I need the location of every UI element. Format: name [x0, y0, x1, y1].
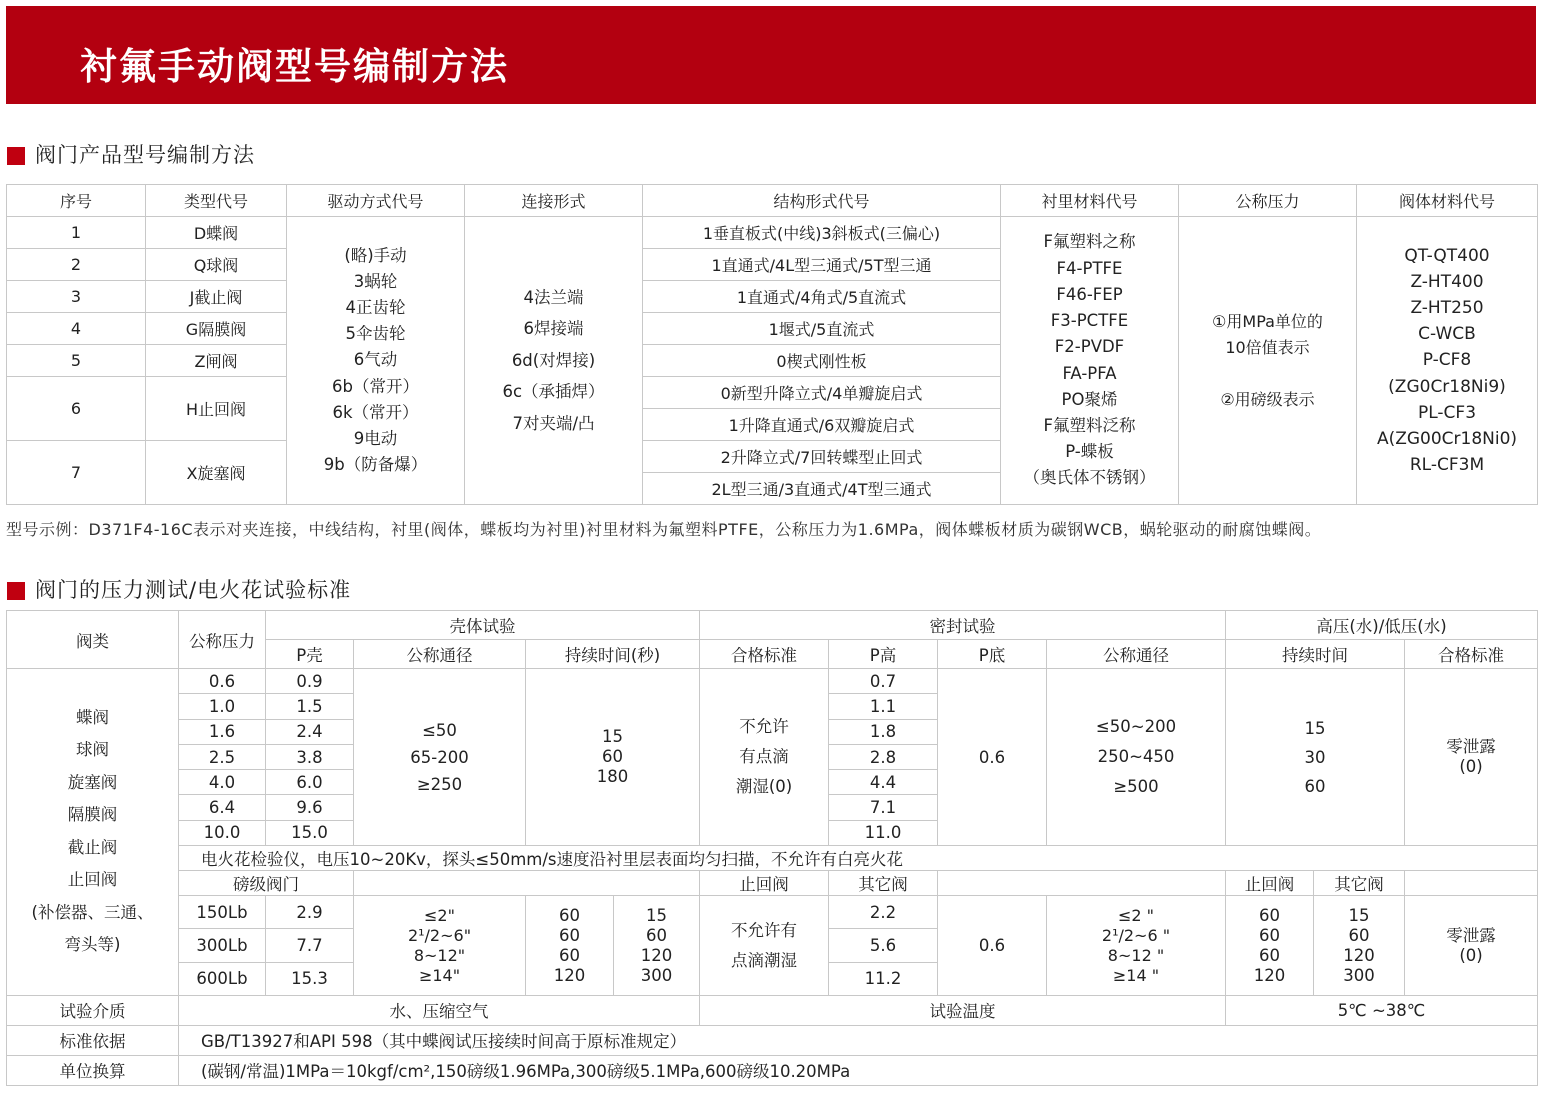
duration-value: 30: [1304, 747, 1326, 767]
dn-value: 2¹/2~6": [407, 925, 472, 945]
duration-value: 15: [646, 905, 667, 925]
body-code: P-CF8: [1422, 350, 1472, 371]
pressure-codes: [1179, 217, 1357, 505]
valve-types: [7, 669, 179, 996]
lining-code: （奥氏体不锈钢）: [1023, 468, 1156, 488]
row-number: 1: [7, 217, 146, 249]
duration-value: 120: [553, 965, 586, 985]
header-cell: 公称压力: [179, 611, 266, 669]
drive-code: 6b（常开）: [332, 376, 419, 396]
table-row: [7, 1025, 1538, 1055]
lining-code: PO聚烯: [1061, 389, 1118, 409]
shell-pressure: 15.3: [266, 962, 354, 995]
type-code: X旋塞阀: [146, 441, 287, 505]
spacer: [1179, 361, 1356, 387]
drive-code: 6气动: [353, 350, 398, 370]
nominal-pressure: 1.0: [179, 694, 266, 719]
header-cell: 合格标准: [1405, 640, 1538, 669]
header-cell: 驱动方式代号: [287, 185, 465, 217]
duration-value: 15: [1348, 905, 1370, 925]
standard-line: 潮湿(0): [735, 777, 793, 797]
pressure-note: ②用磅级表示: [1220, 389, 1315, 409]
section-title: 阀门的压力测试/电火花试验标准: [35, 578, 352, 602]
standard-line: 零泄露: [1446, 925, 1496, 945]
lining-code: F氟塑料泛称: [1043, 415, 1136, 435]
standard-line: 不允许有: [731, 920, 797, 940]
duration-value: 300: [640, 965, 673, 985]
grade-duration-other-2: [1314, 896, 1405, 996]
structure-code: 0楔式刚性板: [643, 345, 1001, 377]
duration-value: 60: [602, 747, 623, 767]
body-code: Z-HT250: [1410, 297, 1484, 318]
temperature-label: 试验温度: [700, 995, 1226, 1025]
page-title: 衬氟手动阀型号编制方法: [80, 45, 509, 88]
grade-duration-check: [526, 896, 614, 996]
body-code: C-WCB: [1418, 324, 1476, 345]
dn-value: 65-200: [410, 747, 469, 767]
duration-value: 180: [596, 767, 629, 787]
header-cell: 公称通径: [1047, 640, 1226, 669]
lining-code: P-蝶板: [1065, 442, 1114, 462]
grade-value: 150Lb: [179, 896, 266, 929]
duration-value: 60: [1259, 945, 1280, 965]
duration-value: 300: [1343, 965, 1375, 985]
seal-high-pressure: 0.7: [829, 669, 938, 694]
type-code: D蝶阀: [146, 217, 287, 249]
connection-codes: [465, 217, 643, 505]
header-cell: P高: [829, 640, 938, 669]
grade-seal-standard: [700, 896, 829, 996]
table-header-row: [7, 185, 1538, 217]
standard-line: 不允许: [739, 717, 789, 737]
connection-code: 6c（承插焊）: [502, 382, 605, 402]
table-row: [7, 896, 1538, 929]
structure-code: 1堰式/5直流式: [643, 313, 1001, 345]
body-code: (ZG0Cr18Ni9): [1388, 376, 1506, 397]
duration-value: 120: [1343, 945, 1375, 965]
check-valve-label: 止回阀: [1226, 871, 1314, 896]
blank-cell: [1405, 871, 1538, 896]
section-title: 阀门产品型号编制方法: [35, 143, 255, 167]
nominal-pressure: 10.0: [179, 820, 266, 845]
nominal-pressure: 1.6: [179, 719, 266, 744]
hilo-standard: [1405, 669, 1538, 846]
dn-value: ≥14": [418, 965, 461, 985]
header-cell: 壳体试验: [266, 611, 700, 640]
shell-pressure: 3.8: [266, 744, 354, 769]
header-cell: 结构形式代号: [643, 185, 1001, 217]
duration-value: 60: [646, 925, 667, 945]
grade-header: 磅级阀门: [179, 871, 354, 896]
row-number: 7: [7, 441, 146, 505]
header-cell: 持续时间: [1226, 640, 1405, 669]
drive-codes: [287, 217, 465, 505]
duration-value: 60: [1259, 925, 1280, 945]
pressure-test-table: [6, 610, 1538, 1086]
row-number: 3: [7, 281, 146, 313]
header-cell: 持续时间(秒): [526, 640, 700, 669]
standard-line: 零泄露: [1446, 737, 1496, 757]
drive-code: 9b（防备爆）: [323, 455, 428, 475]
duration-value: 120: [1253, 965, 1286, 985]
dn-value: ≤50~200: [1095, 717, 1177, 737]
duration-value: 15: [1304, 718, 1326, 738]
shell-pressure: 2.9: [266, 896, 354, 929]
dn-value: ≤50: [422, 720, 457, 740]
dn-value: ≤2": [424, 905, 455, 925]
valve-type: (补偿器、三通、: [31, 902, 154, 922]
structure-code: 1垂直板式(中线)3斜板式(三偏心): [643, 217, 1001, 249]
seal-low-pressure: 0.6: [938, 669, 1047, 846]
type-code: G隔膜阀: [146, 313, 287, 345]
other-valve-label: 其它阀: [829, 871, 938, 896]
model-example-text: 型号示例：D371F4-16C表示对夹连接，中线结构，衬里(阀体，蝶板均为衬里)衬里材料为氟塑料PTFE，公称压力为1.6MPa，阀体蝶板材质为碳钢WCB，蜗轮驱动的耐腐蚀蝶阀。: [6, 520, 1322, 539]
other-valve-label: 其它阀: [1314, 871, 1405, 896]
standard-line: (0): [1459, 945, 1483, 965]
structure-code: 2L型三通/3直通式/4T型三通式: [643, 473, 1001, 505]
pressure-note: ①用MPa单位的: [1212, 311, 1323, 331]
table-header-row: [7, 611, 1538, 640]
shell-duration: [526, 669, 700, 846]
nominal-pressure: 2.5: [179, 744, 266, 769]
nominal-pressure: 6.4: [179, 795, 266, 820]
drive-code: 6k（常开）: [332, 402, 419, 422]
type-code: Z闸阀: [146, 345, 287, 377]
row-number: 5: [7, 345, 146, 377]
structure-code: 2升降立式/7回转蝶型止回式: [643, 441, 1001, 473]
body-material-codes: [1357, 217, 1538, 505]
pressure-note: 10倍值表示: [1225, 337, 1310, 357]
blank-cell: [938, 871, 1226, 896]
page-banner: [6, 6, 1536, 104]
standard-line: 有点滴: [739, 747, 789, 767]
row-number: 4: [7, 313, 146, 345]
seal-high-pressure: 2.8: [829, 744, 938, 769]
basis-label: 标准依据: [7, 1025, 179, 1055]
header-cell: P壳: [266, 640, 354, 669]
seal-high-pressure: 4.4: [829, 770, 938, 795]
grade-dn-2: [1047, 896, 1226, 996]
connection-code: 6d(对焊接): [511, 350, 596, 370]
duration-value: 60: [1259, 905, 1280, 925]
dn-value: 2¹/2~6 ": [1101, 925, 1171, 945]
dn-value: ≥500: [1113, 777, 1159, 797]
type-code: Q球阀: [146, 249, 287, 281]
header-cell: 高压(水)/低压(水): [1226, 611, 1538, 640]
body-code: Z-HT400: [1410, 271, 1484, 292]
valve-type: 截止阀: [67, 837, 118, 857]
header-cell: 公称压力: [1179, 185, 1357, 217]
blank-cell: [354, 871, 700, 896]
drive-code: 9电动: [353, 429, 398, 448]
body-code: PL-CF3: [1417, 402, 1477, 423]
table-row: [7, 871, 1538, 896]
header-cell: 阀类: [7, 611, 179, 669]
seal-standard: [700, 669, 829, 846]
header-cell: 序号: [7, 185, 146, 217]
dn-value: ≤2 ": [1117, 905, 1155, 925]
valve-type: 球阀: [76, 740, 109, 760]
shell-pressure: 1.5: [266, 694, 354, 719]
grade-duration-check-2: [1226, 896, 1314, 996]
drive-code: 5伞齿轮: [345, 324, 406, 344]
valve-type: 止回阀: [67, 870, 118, 890]
shell-pressure: 0.9: [266, 669, 354, 694]
valve-type: 隔膜阀: [67, 805, 118, 825]
table-row: [7, 1055, 1538, 1085]
connection-code: 4法兰端: [523, 287, 584, 307]
valve-type: 蝶阀: [76, 707, 109, 727]
structure-code: 1直通式/4角式/5直流式: [643, 281, 1001, 313]
grade-value: 300Lb: [179, 929, 266, 962]
section-marker-icon: [7, 147, 25, 165]
type-code: J截止阀: [146, 281, 287, 313]
drive-code: 3蜗轮: [353, 271, 398, 291]
header-cell: 合格标准: [700, 640, 829, 669]
header-cell: 衬里材料代号: [1001, 185, 1179, 217]
seal-high-pressure: 2.2: [829, 896, 938, 929]
nominal-pressure: 0.6: [179, 669, 266, 694]
shell-pressure: 6.0: [266, 770, 354, 795]
header-cell: 阀体材料代号: [1357, 185, 1538, 217]
header-cell: 连接形式: [465, 185, 643, 217]
duration-value: 15: [602, 727, 623, 747]
grade-hilo-standard: [1405, 896, 1538, 996]
duration-value: 60: [559, 905, 580, 925]
standard-line: (0): [1459, 757, 1483, 777]
shell-pressure: 9.6: [266, 795, 354, 820]
model-code-table: [6, 184, 1538, 505]
body-code: RL-CF3M: [1409, 455, 1485, 476]
medium-value: 水、压缩空气: [179, 995, 700, 1025]
type-code: H止回阀: [146, 377, 287, 441]
header-cell: 公称通径: [354, 640, 526, 669]
unit-label: 单位换算: [7, 1055, 179, 1085]
dn-value: 8~12 ": [1107, 945, 1165, 965]
table-row: [7, 217, 1538, 249]
seal-dn: [1047, 669, 1226, 846]
seal-high-pressure: 5.6: [829, 929, 938, 962]
grade-value: 600Lb: [179, 962, 266, 995]
valve-type: 旋塞阀: [67, 772, 118, 792]
lining-code: F3-PCTFE: [1050, 311, 1129, 331]
lining-codes: [1001, 217, 1179, 505]
connection-code: 6焊接端: [523, 319, 584, 339]
shell-pressure: 2.4: [266, 719, 354, 744]
duration-value: 60: [1348, 925, 1370, 945]
seal-high-pressure: 1.8: [829, 719, 938, 744]
duration-value: 60: [1304, 776, 1326, 796]
lining-code: F4-PTFE: [1056, 258, 1123, 278]
lining-code: F氟塑料之称: [1043, 232, 1136, 252]
duration-value: 60: [559, 945, 580, 965]
body-code: QT-QT400: [1404, 245, 1490, 266]
shell-pressure: 15.0: [266, 820, 354, 845]
seal-high-pressure: 11.0: [829, 820, 938, 845]
nominal-pressure: 4.0: [179, 770, 266, 795]
shell-dn: [354, 669, 526, 846]
table-row: [7, 846, 1538, 871]
dn-value: ≥250: [416, 774, 463, 794]
header-cell: 类型代号: [146, 185, 287, 217]
drive-code: (略)手动: [344, 245, 407, 265]
check-valve-label: 止回阀: [700, 871, 829, 896]
standard-line: 点滴潮湿: [731, 950, 797, 970]
duration-value: 60: [559, 925, 580, 945]
table-row: [7, 995, 1538, 1025]
body-code: A(ZG00Cr18Ni0): [1376, 429, 1518, 449]
structure-code: 1升降直通式/6双瓣旋启式: [643, 409, 1001, 441]
row-number: 2: [7, 249, 146, 281]
seal-high-pressure: 1.1: [829, 694, 938, 719]
hilo-duration: [1226, 669, 1405, 846]
dn-value: 250~450: [1097, 747, 1175, 767]
grade-duration-other: [614, 896, 700, 996]
temperature-value: 5℃ ~38℃: [1226, 995, 1538, 1025]
unit-value: (碳钢/常温)1MPa＝10kgf/cm²,150磅级1.96MPa,300磅级5.1MPa,600磅级10.20MPa: [179, 1055, 1538, 1085]
structure-code: 1直通式/4L型三通式/5T型三通: [643, 249, 1001, 281]
header-cell: 密封试验: [700, 611, 1226, 640]
valve-type: 弯头等): [64, 935, 121, 955]
section-marker-icon: [7, 582, 25, 600]
header-cell: P底: [938, 640, 1047, 669]
basis-value: GB/T13927和API 598（其中蝶阀试压接续时间高于原标准规定）: [179, 1025, 1538, 1055]
drive-code: 4正齿轮: [345, 297, 406, 317]
grade-dn: [354, 896, 526, 996]
table-row: [7, 669, 1538, 694]
spark-test-notice: 电火花检验仪，电压10~20Kv，探头≤50mm/s速度沿衬里层表面均匀扫描，不允许有白亮火花: [179, 846, 1538, 871]
duration-value: 120: [640, 945, 673, 965]
row-number: 6: [7, 377, 146, 441]
lining-code: F46-FEP: [1056, 284, 1123, 304]
seal-high-pressure: 7.1: [829, 795, 938, 820]
dn-value: 8~12": [413, 945, 466, 965]
seal-low-pressure: 0.6: [938, 896, 1047, 996]
dn-value: ≥14 ": [1112, 965, 1160, 985]
structure-code: 0新型升降立式/4单瓣旋启式: [643, 377, 1001, 409]
seal-high-pressure: 11.2: [829, 962, 938, 995]
lining-code: FA-PFA: [1062, 363, 1117, 383]
lining-code: F2-PVDF: [1054, 337, 1125, 357]
shell-pressure: 7.7: [266, 929, 354, 962]
medium-label: 试验介质: [7, 995, 179, 1025]
connection-code: 7对夹端/凸: [512, 413, 595, 433]
